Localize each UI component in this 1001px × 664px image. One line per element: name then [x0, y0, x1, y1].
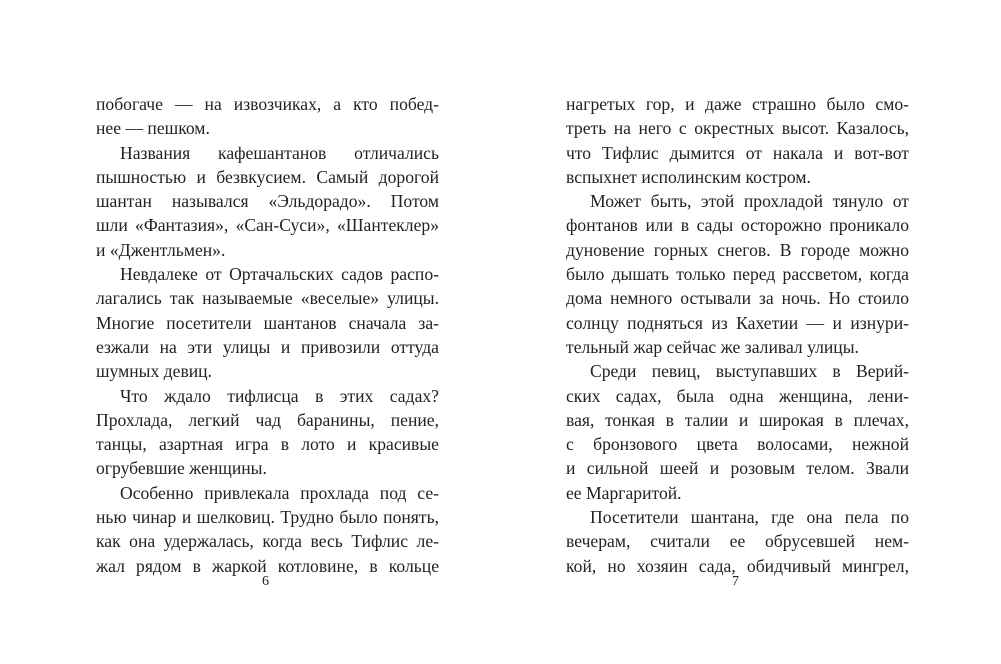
text-line: Названия кафешантанов отличались — [120, 142, 439, 163]
page-number-right: 7 — [732, 574, 739, 589]
text-line: нее — пешком. — [96, 118, 210, 139]
text-line: нью чинар и шелковиц. Трудно было понять, — [96, 507, 439, 528]
text-line: езжали на эти улицы и привозили оттуда — [96, 336, 439, 357]
text-line: и сильной шеей и розовым телом. Звали — [566, 458, 909, 479]
text-line: Особенно привлекала прохлада под се- — [120, 482, 439, 503]
text-line: побогаче — на извозчиках, а кто побед- — [96, 94, 439, 114]
right-page-text — [566, 92, 909, 578]
text-line: огрубевшие женщины. — [96, 458, 267, 479]
text-line: Что ждало тифлисца в этих садах? — [120, 385, 439, 406]
text-line: нагретых гор, и даже страшно было смо- — [566, 94, 909, 114]
text-line: солнцу подняться из Кахетии — и изнури- — [566, 312, 909, 333]
text-line: шли «Фантазия», «Сан-Суси», «Шантеклер» — [96, 215, 439, 236]
text-line: пышностью и безвкусием. Самый дорогой — [96, 166, 439, 187]
text-line: Невдалеке от Ортачальских садов распо- — [120, 264, 439, 285]
text-line: треть на него с окрестных высот. Казалось, — [566, 118, 909, 139]
text-line: дуновение горных снегов. В городе можно — [566, 239, 909, 260]
text-line: вспыхнет исполинским костром. — [566, 166, 811, 187]
text-line: шантан назывался «Эльдорадо». Потом — [96, 191, 439, 212]
text-line: как она удержалась, когда весь Тифлис ле- — [96, 531, 439, 552]
text-line: было дышать только перед рассветом, когда — [566, 264, 909, 285]
text-line: танцы, азартная игра в лото и красивые — [96, 434, 439, 455]
text-line: кой, но хозяин сада, обидчивый мингрел, — [566, 555, 909, 576]
text-line: шумных девиц. — [96, 361, 212, 382]
text-line: жал рядом в жаркой котловине, в кольце — [96, 555, 439, 576]
text-line: ских садах, была одна женщина, лени- — [566, 385, 909, 406]
page-number-left: 6 — [262, 574, 269, 589]
text-line: ее Маргаритой. — [566, 482, 682, 503]
text-line: с бронзового цвета волосами, нежной — [566, 434, 909, 455]
text-line: что Тифлис дымится от накала и вот-вот — [566, 142, 909, 163]
text-line: Прохлада, легкий чад баранины, пение, — [96, 409, 439, 430]
text-line: вечерам, считали ее обрусевшей нем- — [566, 531, 909, 552]
text-line: Среди певиц, выступавших в Верий- — [590, 361, 909, 382]
text-line: дома немного остывали за ночь. Но стоило — [566, 288, 909, 309]
text-line: фонтанов или в сады осторожно проникало — [566, 215, 909, 236]
text-line: Посетители шантана, где она пела по — [590, 507, 909, 528]
left-page-text — [96, 92, 439, 578]
text-line: и «Джентльмен». — [96, 239, 226, 260]
text-line: тельный жар сейчас же заливал улицы. — [566, 336, 859, 357]
text-line: Многие посетители шантанов сначала за- — [96, 312, 439, 333]
text-line: Может быть, этой прохладой тянуло от — [590, 191, 909, 212]
text-line: лагались так называемые «веселые» улицы. — [96, 288, 439, 309]
text-line: вая, тонкая в талии и широкая в плечах, — [566, 409, 909, 430]
